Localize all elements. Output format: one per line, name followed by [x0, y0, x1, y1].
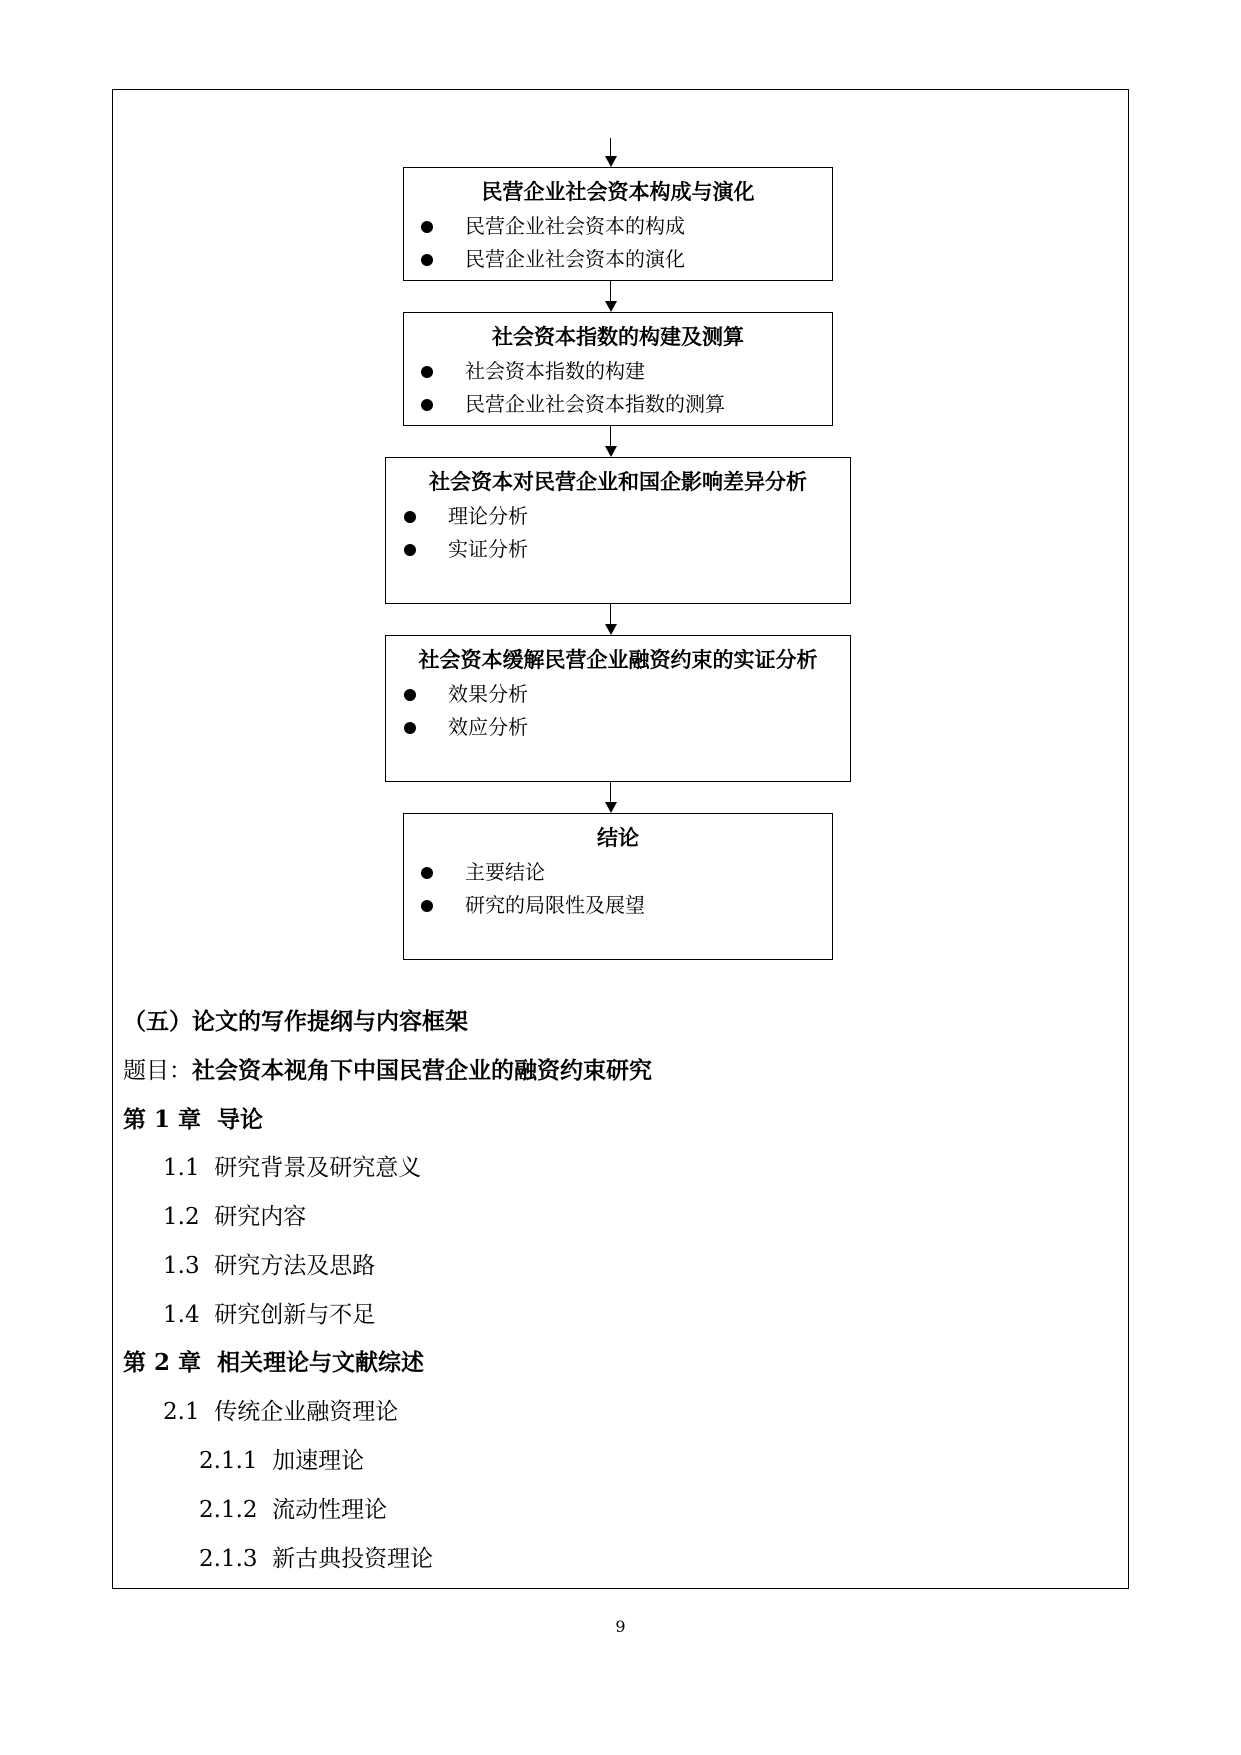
bullet-icon	[404, 511, 416, 523]
flow-box-difference-analysis	[385, 457, 851, 604]
outline-subitem: 2.1.1 加速理论	[199, 1448, 365, 1474]
bullet-icon	[404, 722, 416, 734]
outline-item: 2.1 传统企业融资理论	[163, 1399, 399, 1425]
page-number: 9	[615, 1617, 626, 1636]
flow-box-title: 社会资本指数的构建及测算	[492, 324, 744, 349]
arrowhead-icon	[605, 446, 617, 457]
flow-box-item: 理论分析	[404, 500, 850, 533]
flow-arrow	[610, 426, 611, 447]
flow-arrow-top	[610, 138, 611, 156]
outline-subitem: 2.1.2 流动性理论	[199, 1497, 388, 1523]
flow-box-title: 社会资本缓解民营企业融资约束的实证分析	[418, 647, 818, 672]
outline-item: 1.3 研究方法及思路	[163, 1253, 376, 1279]
flow-box-empirical-analysis	[385, 635, 851, 782]
bullet-icon	[421, 366, 433, 378]
topic-title: 社会资本视角下中国民营企业的融资约束研究	[192, 1057, 652, 1084]
flow-box-composition	[403, 167, 833, 281]
flow-box-item: 民营企业社会资本的构成	[421, 210, 832, 243]
bullet-icon	[404, 689, 416, 701]
flow-box-title: 社会资本对民营企业和国企影响差异分析	[429, 469, 807, 494]
arrowhead-icon	[605, 301, 617, 312]
flow-box-item: 民营企业社会资本指数的测算	[421, 388, 832, 421]
outline-item: 1.1 研究背景及研究意义	[163, 1155, 422, 1181]
flow-arrow	[610, 782, 611, 803]
page-frame	[112, 89, 1129, 1589]
flow-box-title: 民营企业社会资本构成与演化	[481, 179, 755, 204]
topic-label: 题目：	[123, 1058, 192, 1084]
flow-box-item: 实证分析	[404, 533, 850, 566]
bullet-icon	[404, 544, 416, 556]
bullet-icon	[421, 867, 433, 879]
outline-item: 1.4 研究创新与不足	[163, 1302, 376, 1328]
bullet-icon	[421, 399, 433, 411]
section-heading: （五）论文的写作提纲与内容框架	[123, 1008, 468, 1035]
chapter-heading: 第 1 章 导论	[123, 1106, 264, 1133]
flow-box-item: 民营企业社会资本的演化	[421, 243, 832, 276]
outline-subitem: 2.1.3 新古典投资理论	[199, 1546, 434, 1572]
arrowhead-icon	[605, 624, 617, 635]
flow-box-index	[403, 312, 833, 426]
flow-box-item: 社会资本指数的构建	[421, 355, 832, 388]
flow-box-conclusion	[403, 813, 833, 960]
flow-arrow	[610, 604, 611, 625]
flow-arrow	[610, 281, 611, 302]
outline-item: 1.2 研究内容	[163, 1204, 307, 1230]
flow-box-item: 研究的局限性及展望	[421, 889, 832, 922]
flow-box-item: 效果分析	[404, 678, 850, 711]
topic-line	[123, 1056, 652, 1086]
chapter-heading: 第 2 章 相关理论与文献综述	[123, 1349, 425, 1376]
flow-box-item: 主要结论	[421, 856, 832, 889]
flow-box-item: 效应分析	[404, 711, 850, 744]
flow-box-title: 结论	[597, 825, 639, 850]
bullet-icon	[421, 221, 433, 233]
bullet-icon	[421, 254, 433, 266]
bullet-icon	[421, 900, 433, 912]
arrowhead-icon	[605, 802, 617, 813]
arrowhead-icon	[605, 156, 617, 167]
